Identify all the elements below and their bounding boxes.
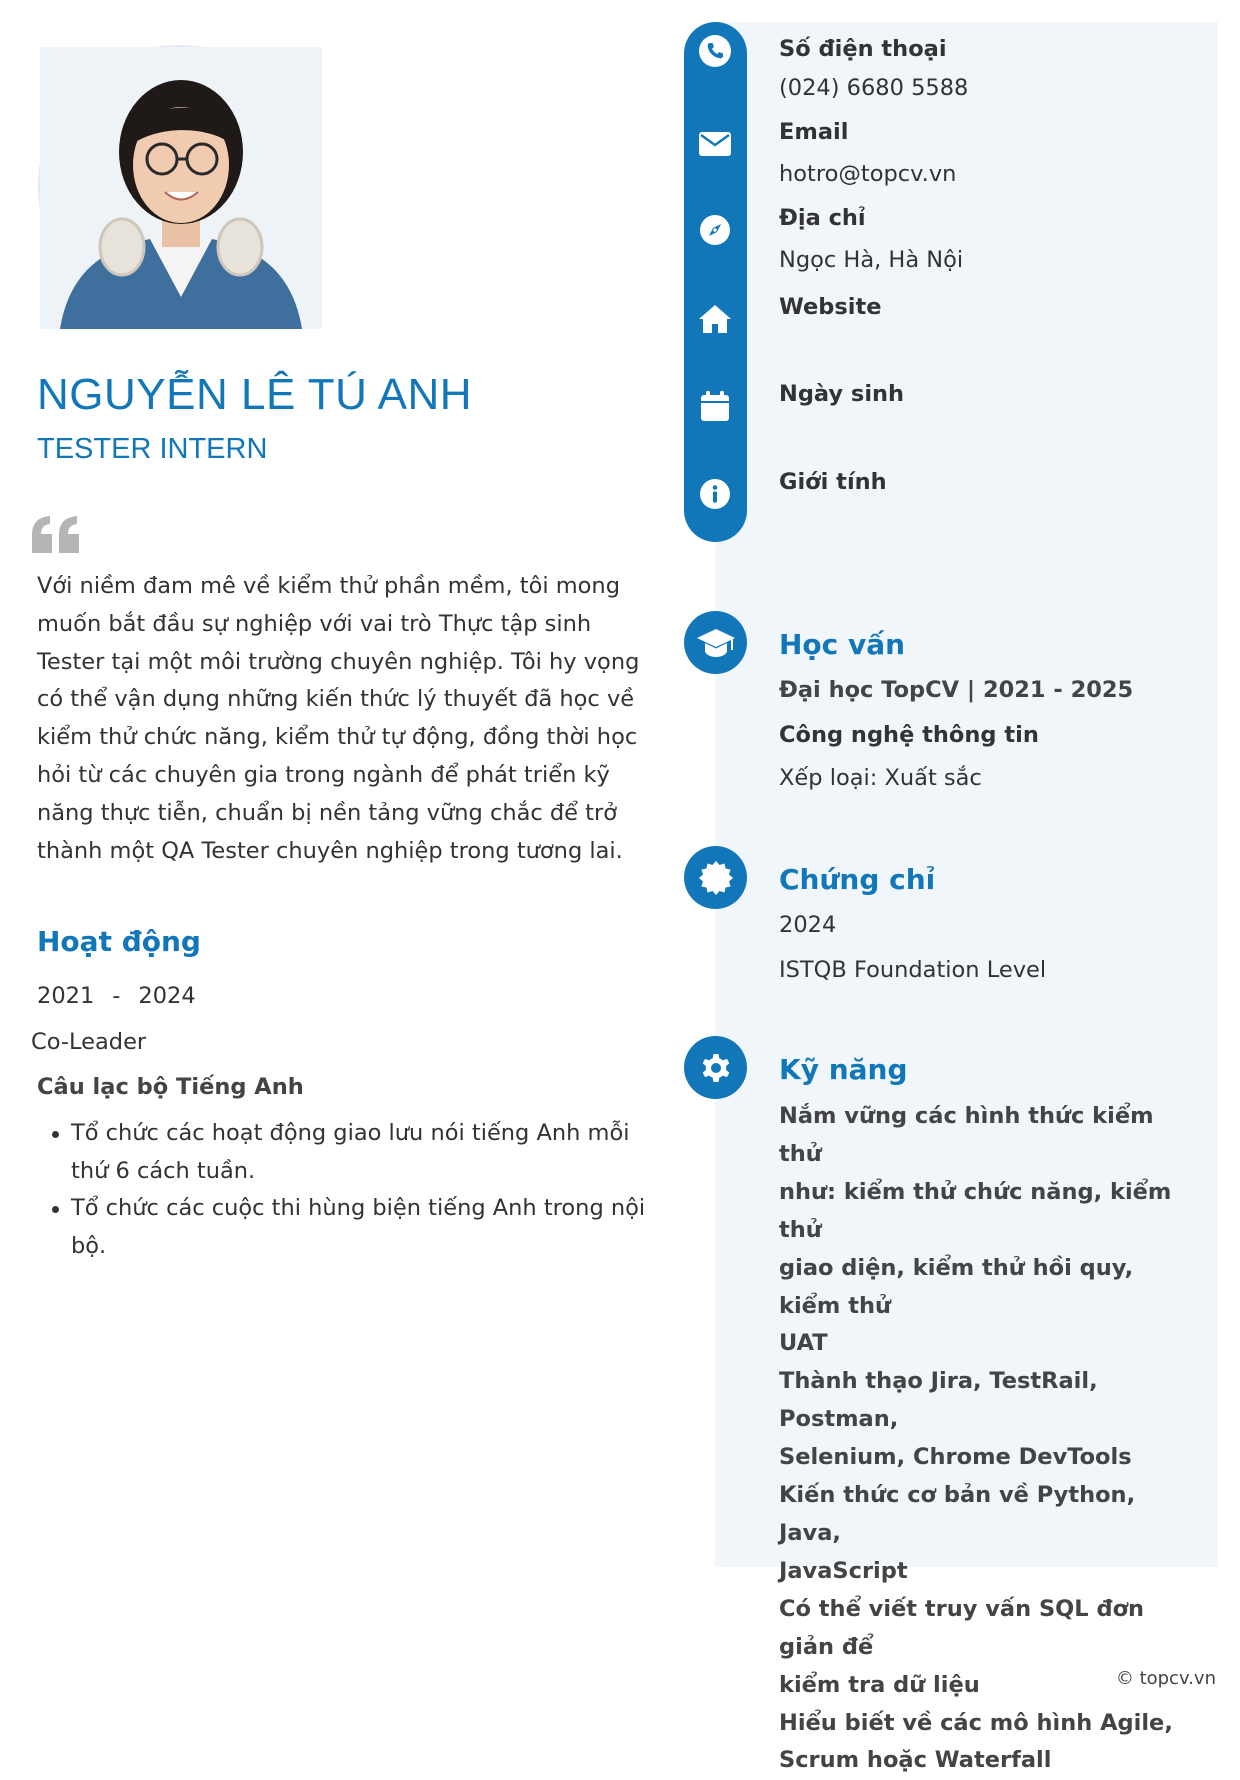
skill-line: Có thể viết truy vấn SQL đơn giản để bbox=[779, 1595, 1145, 1660]
certificates-title: Chứng chỉ bbox=[779, 863, 936, 896]
skill-line: Selenium, Chrome DevTools bbox=[779, 1444, 1132, 1471]
badge-icon bbox=[684, 846, 747, 909]
skill-line: Thành thạo Jira, TestRail, Postman, bbox=[779, 1368, 1098, 1433]
activity-list bbox=[50, 1115, 660, 1265]
candidate-name: NGUYỄN LÊ TÚ ANH bbox=[37, 370, 473, 419]
skill-line: UAT bbox=[779, 1330, 828, 1357]
list-item: Tổ chức các hoạt động giao lưu nói tiếng Anh mỗi thứ 6 cách tuần. bbox=[50, 1115, 660, 1190]
address-value: Ngọc Hà, Hà Nội bbox=[779, 247, 964, 273]
education-school: Đại học TopCV | 2021 - 2025 bbox=[779, 677, 1134, 703]
website-label: Website bbox=[779, 294, 882, 320]
education-major: Công nghệ thông tin bbox=[779, 722, 1039, 748]
activity-start: 2021 bbox=[37, 983, 95, 1009]
compass-icon bbox=[694, 209, 736, 251]
phone-value: (024) 6680 5588 bbox=[779, 75, 969, 101]
activity-separator: - bbox=[112, 983, 121, 1009]
contact-icon-bar bbox=[684, 22, 747, 542]
list-item: Tổ chức các cuộc thi hùng biện tiếng Anh trong nội bộ. bbox=[50, 1190, 660, 1265]
certificate-name: ISTQB Foundation Level bbox=[779, 957, 1047, 983]
skills-title: Kỹ năng bbox=[779, 1053, 908, 1086]
education-grade: Xếp loại: Xuất sắc bbox=[779, 765, 982, 791]
education-title: Học vấn bbox=[779, 628, 906, 661]
calendar-icon bbox=[694, 385, 736, 427]
email-label: Email bbox=[779, 119, 849, 145]
email-icon bbox=[694, 123, 736, 165]
activities-title: Hoạt động bbox=[37, 925, 201, 958]
certificate-year: 2024 bbox=[779, 912, 837, 938]
skill-line: Kiến thức cơ bản về Python, Java, bbox=[779, 1482, 1136, 1546]
job-title: TESTER INTERN bbox=[37, 433, 268, 465]
skill-line: kiểm tra dữ liệu bbox=[779, 1671, 980, 1698]
skill-line: JavaScript bbox=[779, 1557, 908, 1584]
graduation-cap-icon bbox=[684, 611, 747, 674]
skill-line: Nắm vững các hình thức kiểm thử bbox=[779, 1103, 1154, 1167]
skill-line: Hiểu biết về các mô hình Agile, bbox=[779, 1709, 1173, 1736]
birthday-label: Ngày sinh bbox=[779, 381, 905, 407]
activity-end: 2024 bbox=[138, 983, 196, 1009]
home-icon bbox=[694, 298, 736, 340]
quote-icon bbox=[30, 515, 82, 555]
activity-period bbox=[37, 983, 196, 1009]
skill-line: Scrum hoặc Waterfall bbox=[779, 1747, 1052, 1774]
career-summary: Với niềm đam mê về kiểm thử phần mềm, tôi mong muốn bắt đầu sự nghiệp với vai trò Thực tập sinh Tester tại một môi trường chuyên nghiệp. Tôi hy vọng có thể vận dụng những kiến thức lý thuyết đã học về kiểm thử chức năng, kiểm thử tự động, đồng thời học hỏi từ các chuyên gia trong ngành để phát triển kỹ năng thực tiễn, chuẩn bị nền tảng vững chắc để trở thành một QA Tester chuyên nghiệp trong tương lai. bbox=[37, 573, 640, 864]
gender-label: Giới tính bbox=[779, 469, 887, 495]
info-icon bbox=[694, 473, 736, 515]
footer-credit: © topcv.vn bbox=[1115, 1668, 1216, 1689]
activity-role: Co-Leader bbox=[31, 1029, 147, 1055]
skill-line: như: kiểm thử chức năng, kiểm thử bbox=[779, 1178, 1172, 1243]
gear-icon bbox=[684, 1036, 747, 1099]
address-label: Địa chỉ bbox=[779, 205, 866, 231]
skill-line: giao diện, kiểm thử hồi quy, kiểm thử bbox=[779, 1254, 1134, 1319]
email-value: hotro@topcv.vn bbox=[779, 161, 957, 187]
avatar bbox=[38, 45, 320, 327]
activity-organization: Câu lạc bộ Tiếng Anh bbox=[37, 1074, 304, 1100]
phone-label: Số điện thoại bbox=[779, 36, 947, 62]
phone-icon bbox=[694, 30, 736, 72]
